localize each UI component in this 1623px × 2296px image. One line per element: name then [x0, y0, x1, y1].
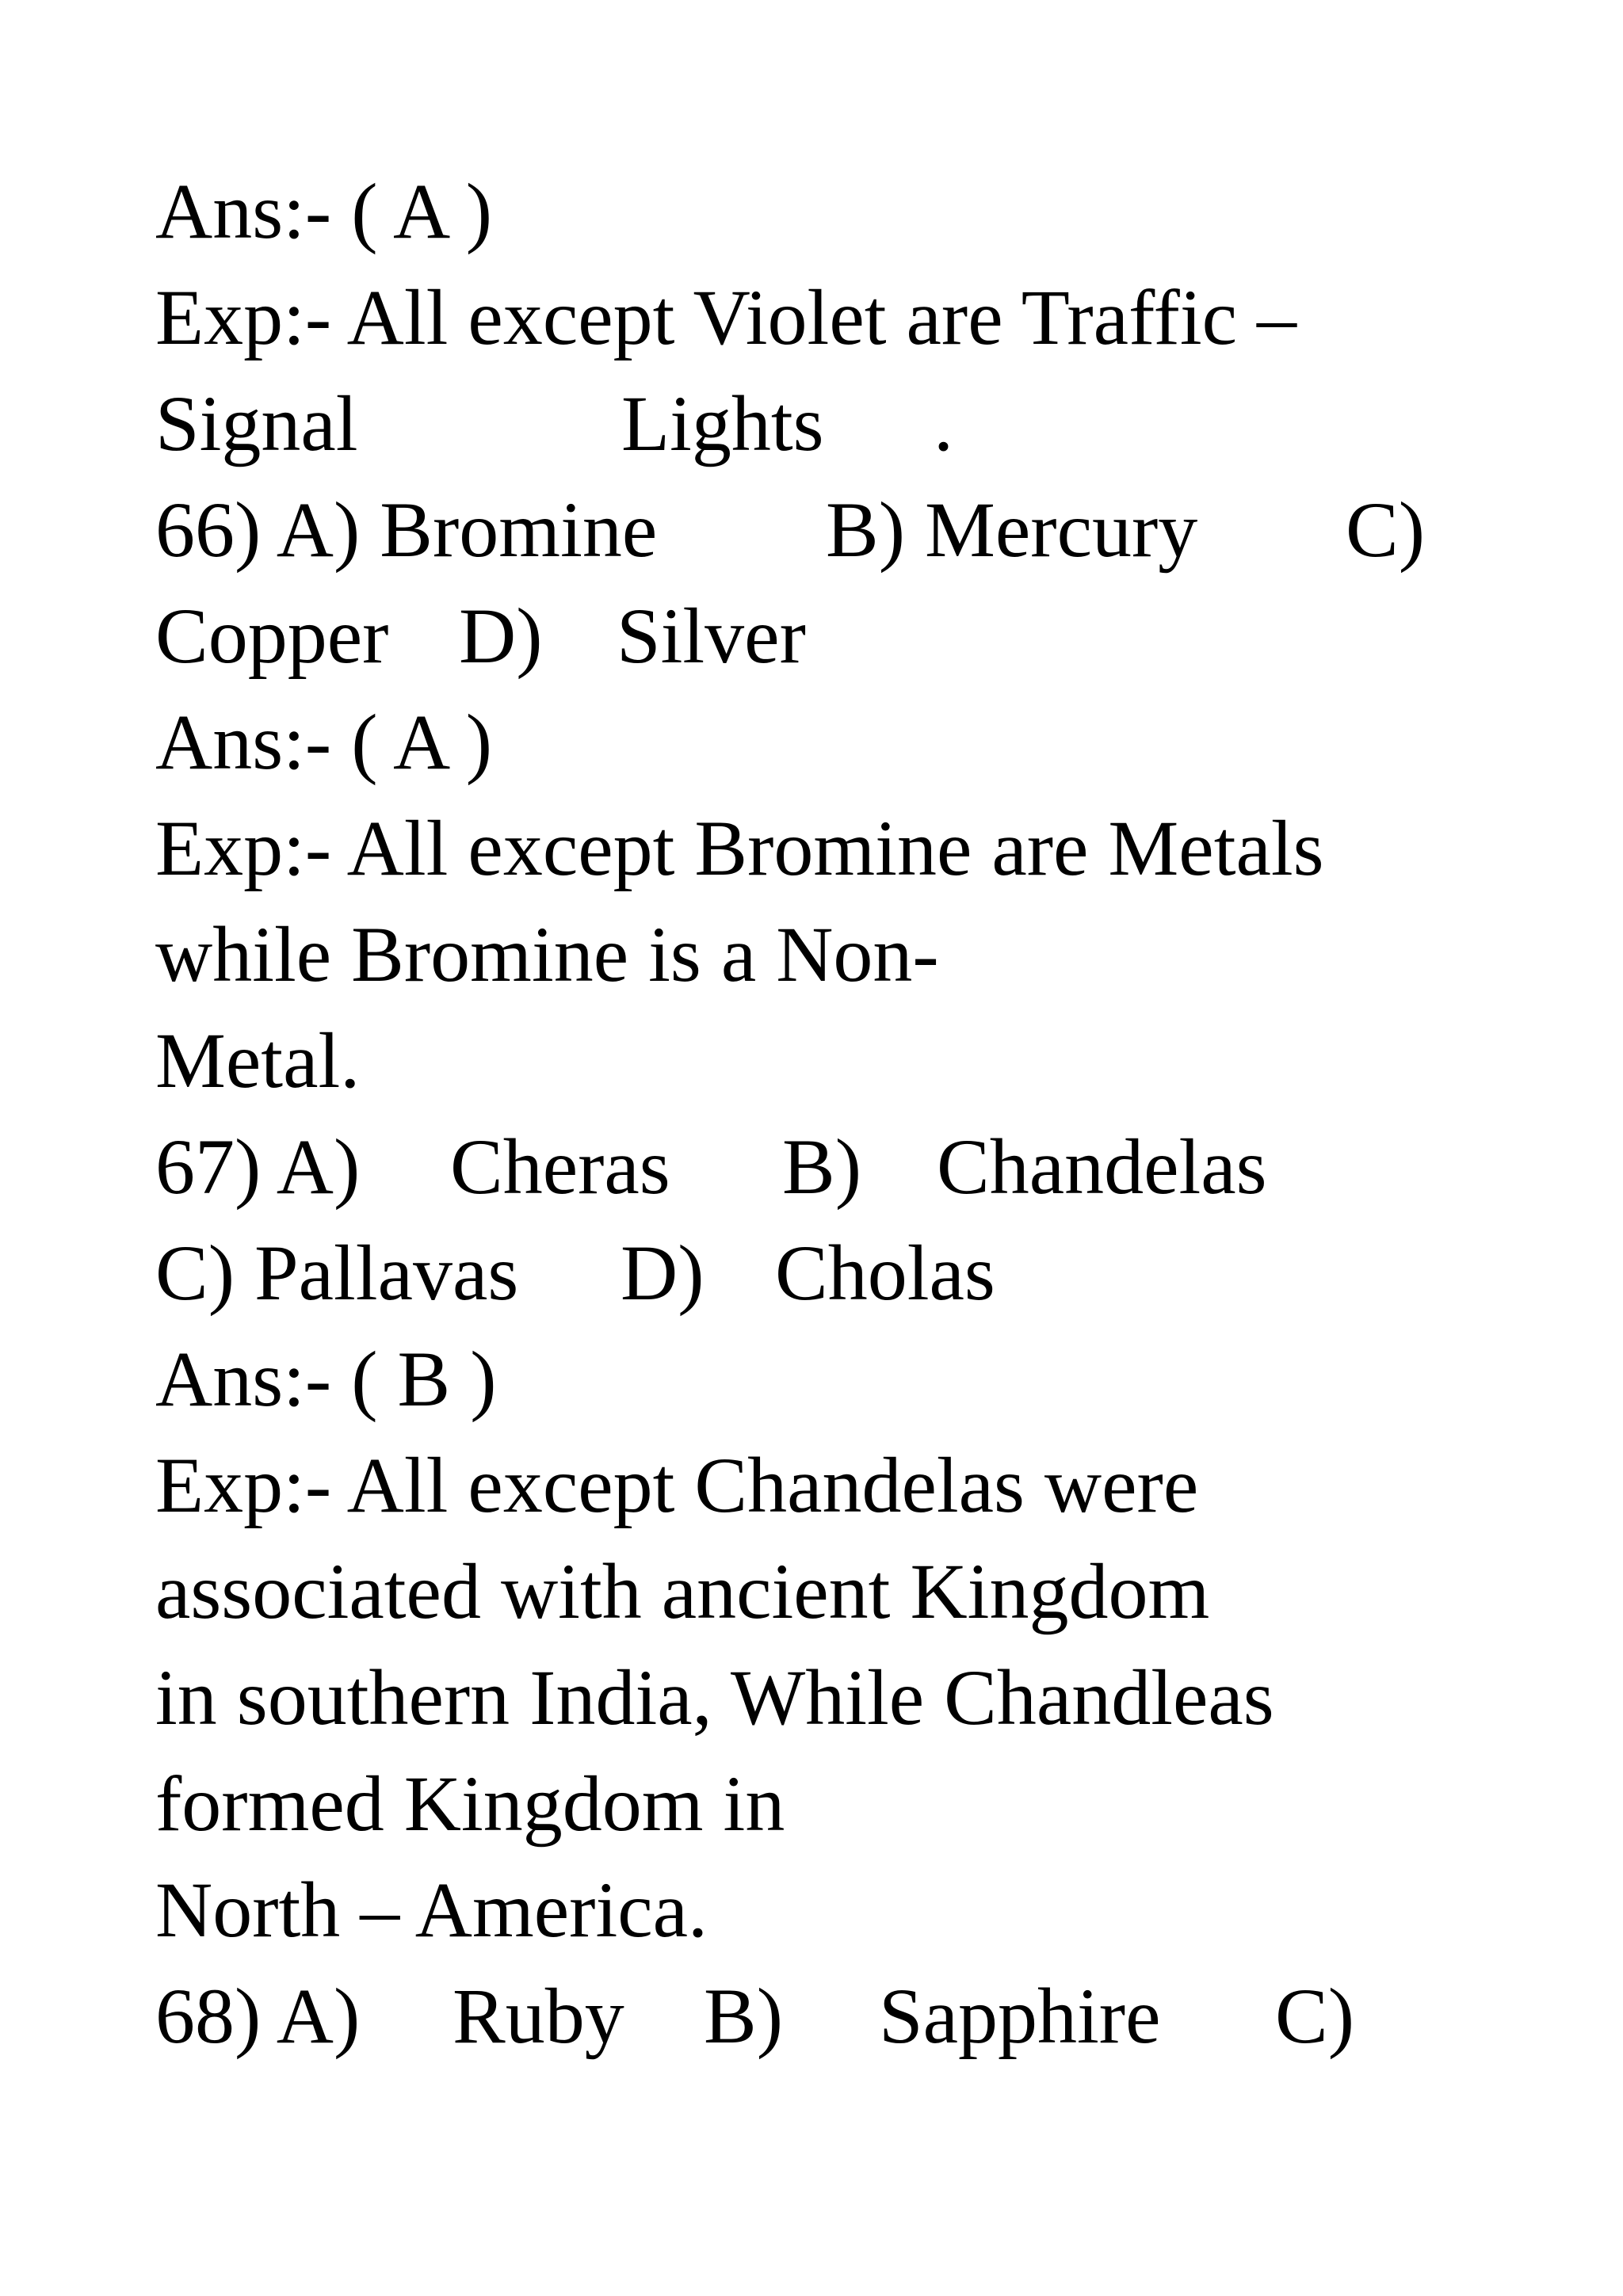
explanation-line: North – America.: [155, 1866, 708, 1954]
text-segment: .: [934, 379, 953, 467]
option-a: Cheras: [450, 1123, 670, 1211]
question-line-66-cont: [155, 583, 806, 689]
option-b: Sapphire: [879, 1972, 1161, 2060]
explanation-line: Exp:- All except Violet are Traffic –: [155, 273, 1296, 361]
question-line-67-cont: [155, 1220, 995, 1326]
option-b: B) Mercury: [826, 486, 1198, 574]
option-d-label: D): [621, 1229, 705, 1317]
explanation-line: in southern India, While Chandleas: [155, 1653, 1274, 1741]
option-c: Copper: [155, 592, 389, 680]
question-line-68: [155, 1963, 1354, 2069]
option-b: Chandelas: [937, 1123, 1267, 1211]
option-d: Cholas: [775, 1229, 995, 1317]
question-number: 68) A): [155, 1972, 361, 2060]
option-c-label: C): [1275, 1972, 1354, 2060]
option-d: Silver: [617, 592, 806, 680]
explanation-line: Exp:- All except Bromine are Metals: [155, 804, 1324, 892]
question-line-66: [155, 477, 1425, 583]
answer-line-66: Ans:- ( A ): [155, 698, 492, 786]
option-d-label: D): [459, 592, 543, 680]
question-text: 66) A) Bromine: [155, 486, 658, 574]
option-c: C) Pallavas: [155, 1229, 519, 1317]
option-a: Ruby: [453, 1972, 624, 2060]
answer-line-67: Ans:- ( B ): [155, 1335, 497, 1423]
explanation-line: formed Kingdom in: [155, 1760, 785, 1848]
question-line-67: [155, 1114, 1267, 1220]
explanation-line: while Bromine is a Non-: [155, 910, 939, 998]
option-b-label: B): [704, 1972, 783, 2060]
explanation-line: [155, 371, 953, 477]
option-c-label: C): [1346, 486, 1425, 574]
explanation-line: associated with ancient Kingdom: [155, 1547, 1210, 1635]
explanation-line: Metal.: [155, 1016, 361, 1104]
text-segment: Signal: [155, 379, 358, 467]
answer-line-65: Ans:- ( A ): [155, 167, 492, 255]
explanation-line: Exp:- All except Chandelas were: [155, 1441, 1199, 1529]
text-segment: Lights: [621, 379, 824, 467]
question-number: 67) A): [155, 1123, 361, 1211]
option-b-label: B): [782, 1123, 861, 1211]
